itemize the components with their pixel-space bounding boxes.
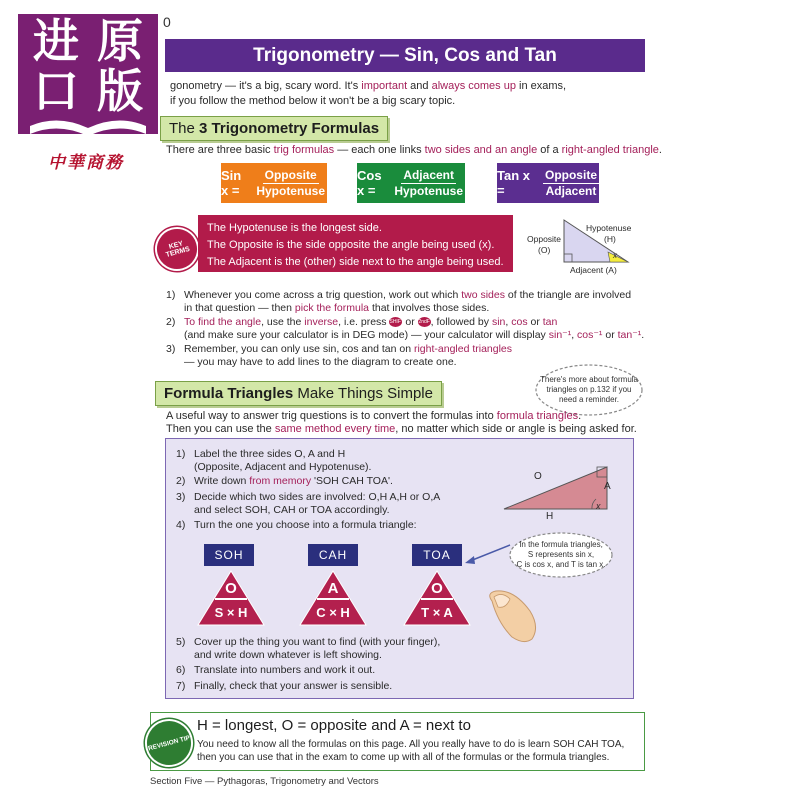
second-function-key-icon: 2ndF xyxy=(418,319,430,326)
badge-char: 版 xyxy=(97,64,143,118)
key-terms-box xyxy=(198,215,513,272)
revision-tip-box xyxy=(147,712,645,771)
list-item: 1) Label the three sides O, A and H (Opposite, Adjacent and Hypotenuse). xyxy=(176,448,372,473)
triangle-top-letter: O xyxy=(225,580,237,597)
triangle-bottom-letters: C × H xyxy=(316,605,350,620)
sin-lhs: Sin x = xyxy=(221,168,242,198)
sides-diagram xyxy=(524,216,644,280)
list-item: 6) Translate into numbers and work it out. xyxy=(176,664,376,676)
triangles-intro-1: A useful way to answer trig questions is to convert the formulas into formula triangles. xyxy=(166,410,582,422)
section-heading-formulas: The 3 Trigonometry Formulas xyxy=(160,116,388,141)
tan-numerator: Opposite xyxy=(544,167,597,182)
sin-formula-box xyxy=(221,163,327,203)
hypotenuse-abbr: (H) xyxy=(604,234,616,244)
o-label: O xyxy=(534,471,542,482)
badge-brand: 中華商務 xyxy=(48,153,124,173)
key-term-line: The Adjacent is the (other) side next to the angle being used. xyxy=(207,256,504,268)
publisher-badge xyxy=(18,14,158,176)
opposite-label: Opposite xyxy=(527,234,562,244)
key-term-line: The Hypotenuse is the longest side. xyxy=(207,222,382,234)
list-item: 4) Turn the one you choose into a formula triangle: xyxy=(176,519,417,531)
toa-formula-triangle xyxy=(402,569,472,627)
tan-formula-box xyxy=(497,163,599,203)
angle-x-label: x xyxy=(613,251,617,260)
toa-label: TOA xyxy=(412,544,462,566)
sin-numerator: Opposite xyxy=(264,167,317,182)
shift-key-icon: SHIFT xyxy=(389,319,404,326)
cos-formula-box xyxy=(357,163,465,203)
reminder-cloud: There's more about formula triangles on p.132 if you need a reminder. xyxy=(533,362,645,418)
list-item: 1) Whenever you come across a trig question, work out which two sides of the triangle are involved in that question — then pick the formula that involves those sides. xyxy=(166,289,632,314)
formulas-intro: There are three basic trig formulas — each one links two sides and an angle of a right-angled triangle. xyxy=(166,144,662,156)
badge-char: 原 xyxy=(97,14,143,68)
cah-formula-triangle xyxy=(298,569,368,627)
revision-tip-badge: REVISION TIP xyxy=(140,714,199,773)
list-item: 7) Finally, check that your answer is sensible. xyxy=(176,680,393,692)
sin-denominator: Hypotenuse xyxy=(256,183,325,198)
oah-triangle-diagram xyxy=(484,459,624,529)
key-terms-badge: KEY TERMS xyxy=(150,222,204,276)
tip-line-2: then you can use that in the exam to come up with all of the formulas or the formula triangles. xyxy=(197,752,610,763)
list-item: 2) To find the angle, use the inverse, i.e. press SHIFT or 2ndF, followed by sin, cos or tan (and make sure your calculator is in DEG mode) — your calculator will display sin⁻¹, cos⁻¹ or tan⁻¹. xyxy=(166,316,645,341)
soh-formula-triangle xyxy=(196,569,266,627)
adjacent-label: Adjacent (A) xyxy=(570,265,617,275)
page-number: 0 xyxy=(163,14,171,30)
cah-label: CAH xyxy=(308,544,358,566)
tan-denominator: Adjacent xyxy=(545,183,597,198)
list-item: 5) Cover up the thing you want to find (with your finger), and write down whatever is left showing. xyxy=(176,636,441,661)
list-item: 3) Remember, you can only use sin, cos and tan on right-angled triangles — you may have to add lines to the diagram to create one. xyxy=(166,343,513,368)
tip-heading: H = longest, O = opposite and A = next to xyxy=(197,717,471,734)
intro-line-2: if you follow the method below it won't be a big scary topic. xyxy=(170,95,456,107)
badge-char: 口 xyxy=(33,64,79,118)
cos-denominator: Hypotenuse xyxy=(394,183,463,198)
triangle-top-letter: O xyxy=(431,580,443,597)
tip-line-1: You need to know all the formulas on this page. All you really have to do is learn SOH CAH TOA, xyxy=(197,739,625,750)
right-triangle-icon xyxy=(484,459,624,529)
hypotenuse-label: Hypotenuse xyxy=(586,223,632,233)
soh-label: SOH xyxy=(204,544,254,566)
list-item: 3) Decide which two sides are involved: O,H A,H or O,A and select SOH, CAH or TOA accordingly. xyxy=(176,491,441,516)
opposite-abbr: (O) xyxy=(538,245,551,255)
angle-x-label: x xyxy=(596,501,601,511)
intro-line-1: gonometry — it's a big, scary word. It's important and always comes up in exams, xyxy=(170,80,567,92)
cos-numerator: Adjacent xyxy=(403,167,454,182)
triangle-bottom-letters: S × H xyxy=(214,605,248,620)
finger-icon xyxy=(484,587,540,645)
key-term-line: The Opposite is the side opposite the angle being used (x). xyxy=(207,239,495,251)
badge-char: 进 xyxy=(33,14,79,68)
cos-lhs: Cos x = xyxy=(357,168,382,198)
formula-triangle-note-cloud: In the formula triangles, S represents sin x, C is cos x, and T is tan x. xyxy=(507,530,615,580)
triangle-bottom-letters: T × A xyxy=(421,605,453,620)
section-heading-formula-triangles: Formula Triangles Make Things Simple xyxy=(155,381,442,406)
triangle-top-letter: A xyxy=(327,580,339,597)
a-label: A xyxy=(604,481,611,492)
page-footer: Section Five — Pythagoras, Trigonometry and Vectors xyxy=(150,776,379,787)
h-label: H xyxy=(546,511,554,522)
page-title: Trigonometry — Sin, Cos and Tan xyxy=(165,39,645,72)
triangles-intro-2: Then you can use the same method every time, no matter which side or angle is being asked for. xyxy=(166,423,637,435)
arrow-icon xyxy=(462,539,512,569)
tan-lhs: Tan x = xyxy=(497,168,530,198)
list-item: 2) Write down from memory 'SOH CAH TOA'. xyxy=(176,475,393,487)
